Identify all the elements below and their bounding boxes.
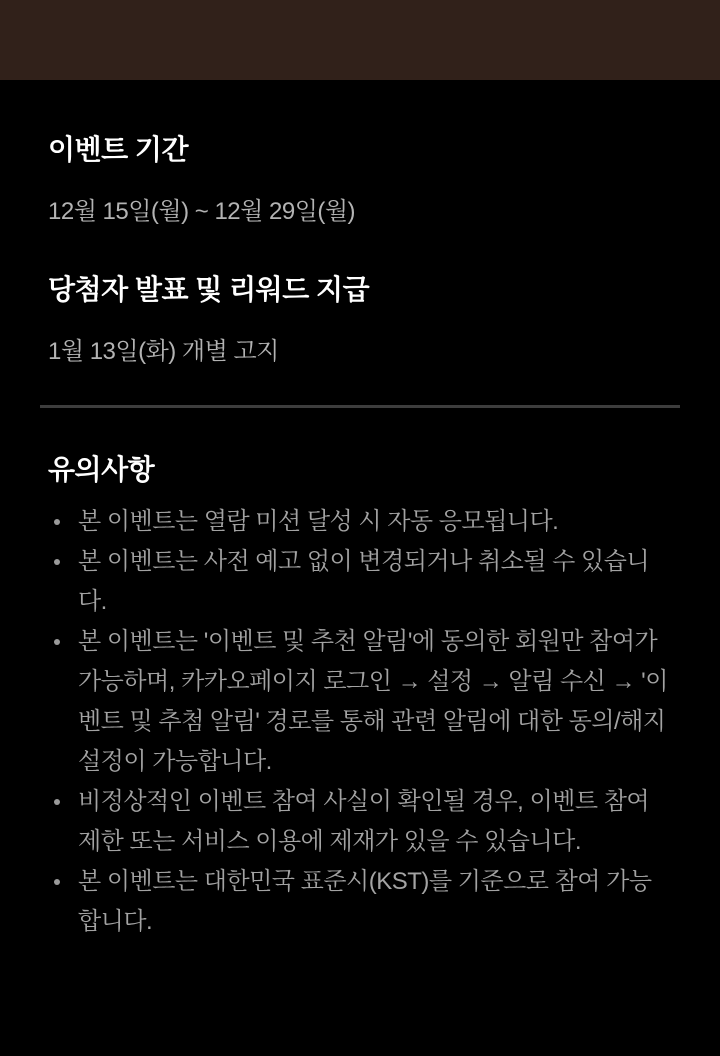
list-item xyxy=(48,542,672,622)
notice-item-text: 본 이벤트는 '이벤트 및 추천 알림'에 동의한 회원만 참여가 가능하며, 카카오페이지 로그인 → 설정 → 알림 수신 → '이벤트 및 추첨 알림' 경로를 통해 관련 알림에 대한 동의/해지 설정이 가능합니다. xyxy=(78,628,668,775)
list-item xyxy=(48,502,672,542)
list-item xyxy=(48,622,672,782)
list-item xyxy=(48,782,672,862)
event-period-heading: 이벤트 기간 xyxy=(48,134,189,165)
notice-item-text: 비정상적인 이벤트 참여 사실이 확인될 경우, 이벤트 참여 제한 또는 서비스 이용에 제재가 있을 수 있습니다. xyxy=(78,788,650,855)
notice-content xyxy=(0,133,720,942)
notice-item-text: 본 이벤트는 열람 미션 달성 시 자동 응모됩니다. xyxy=(78,508,559,535)
winner-announcement-value: 1월 13일(화) 개별 고지 xyxy=(48,338,279,365)
bullet-icon xyxy=(48,542,78,622)
winner-announcement-heading: 당첨자 발표 및 리워드 지급 xyxy=(48,274,370,305)
notice-item-text: 본 이벤트는 사전 예고 없이 변경되거나 취소될 수 있습니다. xyxy=(78,548,650,615)
bullet-icon xyxy=(48,622,78,782)
notice-item-text: 본 이벤트는 대한민국 표준시(KST)를 기준으로 참여 가능합니다. xyxy=(78,868,652,935)
section-divider xyxy=(40,405,680,408)
event-period-value: 12월 15일(월) ~ 12월 29일(월) xyxy=(48,198,356,225)
event-banner-bottom xyxy=(0,0,720,80)
bullet-icon xyxy=(48,782,78,862)
list-item xyxy=(48,862,672,942)
bullet-icon xyxy=(48,502,78,542)
bullet-icon xyxy=(48,862,78,942)
notice-list xyxy=(48,502,672,942)
notice-heading: 유의사항 xyxy=(48,454,155,485)
